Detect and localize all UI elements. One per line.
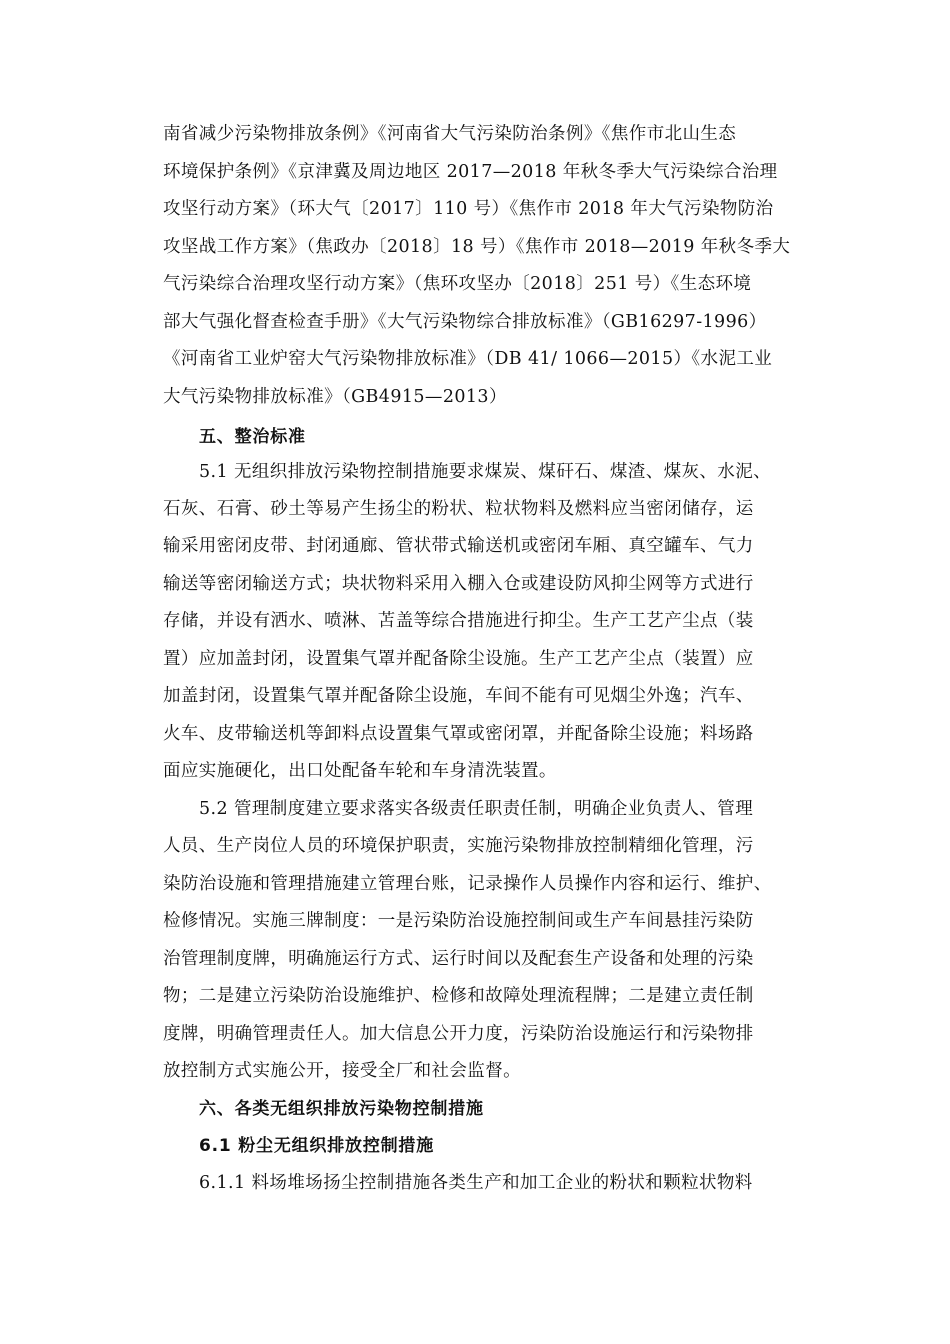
- paragraph-6-1-1-first-line: 6.1.1 料场堆场扬尘控制措施各类生产和加工企业的粉状和颗粒状物料: [199, 1173, 753, 1193]
- text-line: 火车、皮带输送机等卸料点设置集气罩或密闭罩，并配备除尘设施；料场路: [163, 724, 754, 744]
- text-line: 置）应加盖封闭，设置集气罩并配备除尘设施。生产工艺产尘点（装置）应: [163, 649, 754, 669]
- section-heading-5: 五、整治标准: [199, 427, 306, 447]
- text-line: 染防治设施和管理措施建立管理台账，记录操作人员操作内容和运行、维护、: [163, 874, 772, 894]
- text-line: 南省减少污染物排放条例》《河南省大气污染防治条例》《焦作市北山生态: [163, 124, 737, 144]
- subsection-heading-6-1: 6.1 粉尘无组织排放控制措施: [199, 1136, 435, 1156]
- text-line: 人员、生产岗位人员的环境保护职责，实施污染物排放控制精细化管理，污: [163, 836, 754, 856]
- text-line: 存储，并设有洒水、喷淋、苫盖等综合措施进行抑尘。生产工艺产尘点（装: [163, 611, 754, 631]
- text-line: 输采用密闭皮带、封闭通廊、管状带式输送机或密闭车厢、真空罐车、气力: [163, 536, 754, 556]
- text-line: 度牌，明确管理责任人。加大信息公开力度，污染防治设施运行和污染物排: [163, 1024, 754, 1044]
- text-line: 攻坚战工作方案》（焦政办〔2018〕18 号）《焦作市 2018—2019 年秋冬季大: [163, 237, 791, 257]
- text-line: 面应实施硬化，出口处配备车轮和车身清洗装置。: [163, 761, 557, 781]
- text-line: 加盖封闭，设置集气罩并配备除尘设施，车间不能有可见烟尘外逸；汽车、: [163, 686, 754, 706]
- text-line: 环境保护条例》《京津冀及周边地区 2017—2018 年秋冬季大气污染综合治理: [163, 162, 778, 182]
- text-line: 放控制方式实施公开，接受全厂和社会监督。: [163, 1061, 521, 1081]
- text-line: 输送等密闭输送方式；块状物料采用入棚入仓或建设防风抑尘网等方式进行: [163, 574, 754, 594]
- text-line: 检修情况。实施三牌制度：一是污染防治设施控制间或生产车间悬挂污染防: [163, 911, 754, 931]
- text-line: 攻坚行动方案》（环大气〔2017〕110 号）《焦作市 2018 年大气污染物防治: [163, 199, 774, 219]
- section-heading-6: 六、各类无组织排放污染物控制措施: [199, 1099, 484, 1119]
- text-line: 治管理制度牌，明确施运行方式、运行时间以及配套生产设备和处理的污染: [163, 949, 754, 969]
- paragraph-5-2-first-line: 5.2 管理制度建立要求落实各级责任职责任制，明确企业负责人、管理: [199, 799, 754, 819]
- text-line: 气污染综合治理攻坚行动方案》（焦环攻坚办〔2018〕251 号）《生态环境: [163, 274, 752, 294]
- text-line: 部大气强化督查检查手册》《大气污染物综合排放标准》（GB16297-1996）: [163, 312, 767, 332]
- paragraph-5-1-first-line: 5.1 无组织排放污染物控制措施要求煤炭、煤矸石、煤渣、煤灰、水泥、: [199, 462, 771, 482]
- text-line: 大气污染物排放标准》（GB4915—2013）: [163, 387, 507, 407]
- text-line: 石灰、石膏、砂土等易产生扬尘的粉状、粒状物料及燃料应当密闭储存，运: [163, 499, 754, 519]
- text-line: 物；二是建立污染防治设施维护、检修和故障处理流程牌；二是建立责任制: [163, 986, 754, 1006]
- text-line: 《河南省工业炉窑大气污染物排放标准》（DB 41/ 1066—2015）《水泥工业: [163, 349, 773, 369]
